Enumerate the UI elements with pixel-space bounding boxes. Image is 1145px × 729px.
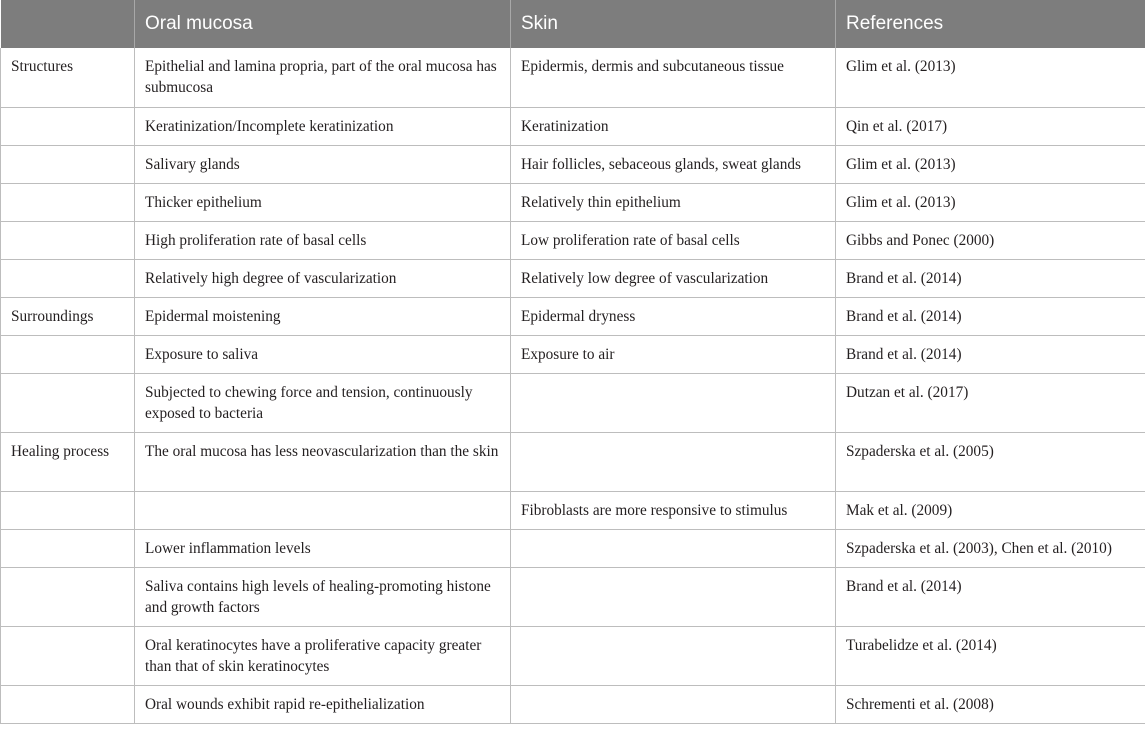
cell-oral: The oral mucosa has less neovascularization than the skin bbox=[135, 432, 511, 491]
cell-oral: Keratinization/Incomplete keratinization bbox=[135, 107, 511, 145]
cell-skin bbox=[511, 626, 836, 685]
table-row bbox=[1, 432, 1145, 491]
cell-reference: Brand et al. (2014) bbox=[836, 567, 1145, 626]
cell-category bbox=[1, 529, 135, 567]
header-references: References bbox=[836, 0, 1145, 48]
cell-reference: Dutzan et al. (2017) bbox=[836, 373, 1145, 432]
table-header bbox=[1, 0, 1145, 48]
cell-oral bbox=[135, 491, 511, 529]
cell-oral: Epidermal moistening bbox=[135, 297, 511, 335]
table-row bbox=[1, 259, 1145, 297]
cell-reference: Schrementi et al. (2008) bbox=[836, 685, 1145, 723]
cell-skin: Hair follicles, sebaceous glands, sweat glands bbox=[511, 145, 836, 183]
cell-oral: Saliva contains high levels of healing-promoting histone and growth factors bbox=[135, 567, 511, 626]
cell-reference: Glim et al. (2013) bbox=[836, 183, 1145, 221]
cell-skin: Relatively low degree of vascularization bbox=[511, 259, 836, 297]
cell-skin: Epidermis, dermis and subcutaneous tissue bbox=[511, 48, 836, 107]
cell-reference: Glim et al. (2013) bbox=[836, 145, 1145, 183]
table-row bbox=[1, 529, 1145, 567]
cell-reference: Brand et al. (2014) bbox=[836, 259, 1145, 297]
table-row bbox=[1, 491, 1145, 529]
header-row bbox=[1, 0, 1145, 48]
cell-reference: Mak et al. (2009) bbox=[836, 491, 1145, 529]
cell-reference: Szpaderska et al. (2005) bbox=[836, 432, 1145, 491]
cell-oral: Salivary glands bbox=[135, 145, 511, 183]
table-row bbox=[1, 48, 1145, 107]
cell-category bbox=[1, 221, 135, 259]
cell-skin: Low proliferation rate of basal cells bbox=[511, 221, 836, 259]
table-row bbox=[1, 567, 1145, 626]
cell-oral: Oral keratinocytes have a proliferative capacity greater than that of skin keratinocytes bbox=[135, 626, 511, 685]
cell-category: Structures bbox=[1, 48, 135, 107]
cell-category: Healing process bbox=[1, 432, 135, 491]
table-row bbox=[1, 221, 1145, 259]
cell-skin: Relatively thin epithelium bbox=[511, 183, 836, 221]
cell-category bbox=[1, 145, 135, 183]
table-row bbox=[1, 685, 1145, 723]
cell-category bbox=[1, 373, 135, 432]
table-row bbox=[1, 145, 1145, 183]
header-skin: Skin bbox=[511, 0, 836, 48]
cell-category bbox=[1, 259, 135, 297]
cell-reference: Qin et al. (2017) bbox=[836, 107, 1145, 145]
cell-category bbox=[1, 183, 135, 221]
table-row bbox=[1, 107, 1145, 145]
cell-oral: Exposure to saliva bbox=[135, 335, 511, 373]
cell-oral: Oral wounds exhibit rapid re-epithelialization bbox=[135, 685, 511, 723]
table-body bbox=[1, 48, 1145, 723]
cell-category bbox=[1, 107, 135, 145]
cell-category bbox=[1, 567, 135, 626]
cell-reference: Gibbs and Ponec (2000) bbox=[836, 221, 1145, 259]
table-row bbox=[1, 183, 1145, 221]
cell-reference: Turabelidze et al. (2014) bbox=[836, 626, 1145, 685]
cell-skin bbox=[511, 567, 836, 626]
cell-reference: Szpaderska et al. (2003), Chen et al. (2010) bbox=[836, 529, 1145, 567]
table-row bbox=[1, 335, 1145, 373]
cell-skin bbox=[511, 432, 836, 491]
header-oral-mucosa: Oral mucosa bbox=[135, 0, 511, 48]
cell-skin: Fibroblasts are more responsive to stimulus bbox=[511, 491, 836, 529]
cell-oral: Relatively high degree of vascularization bbox=[135, 259, 511, 297]
cell-oral: Subjected to chewing force and tension, continuously exposed to bacteria bbox=[135, 373, 511, 432]
cell-oral: High proliferation rate of basal cells bbox=[135, 221, 511, 259]
cell-skin: Keratinization bbox=[511, 107, 836, 145]
cell-oral: Epithelial and lamina propria, part of the oral mucosa has submucosa bbox=[135, 48, 511, 107]
cell-oral: Lower inflammation levels bbox=[135, 529, 511, 567]
cell-category bbox=[1, 491, 135, 529]
cell-reference: Brand et al. (2014) bbox=[836, 297, 1145, 335]
cell-category bbox=[1, 335, 135, 373]
table-row bbox=[1, 373, 1145, 432]
table-row bbox=[1, 626, 1145, 685]
cell-skin bbox=[511, 529, 836, 567]
cell-reference: Brand et al. (2014) bbox=[836, 335, 1145, 373]
cell-skin bbox=[511, 373, 836, 432]
cell-skin: Epidermal dryness bbox=[511, 297, 836, 335]
cell-reference: Glim et al. (2013) bbox=[836, 48, 1145, 107]
cell-category: Surroundings bbox=[1, 297, 135, 335]
cell-skin bbox=[511, 685, 836, 723]
cell-oral: Thicker epithelium bbox=[135, 183, 511, 221]
cell-category bbox=[1, 626, 135, 685]
table-row bbox=[1, 297, 1145, 335]
cell-skin: Exposure to air bbox=[511, 335, 836, 373]
header-category bbox=[1, 0, 135, 48]
cell-category bbox=[1, 685, 135, 723]
